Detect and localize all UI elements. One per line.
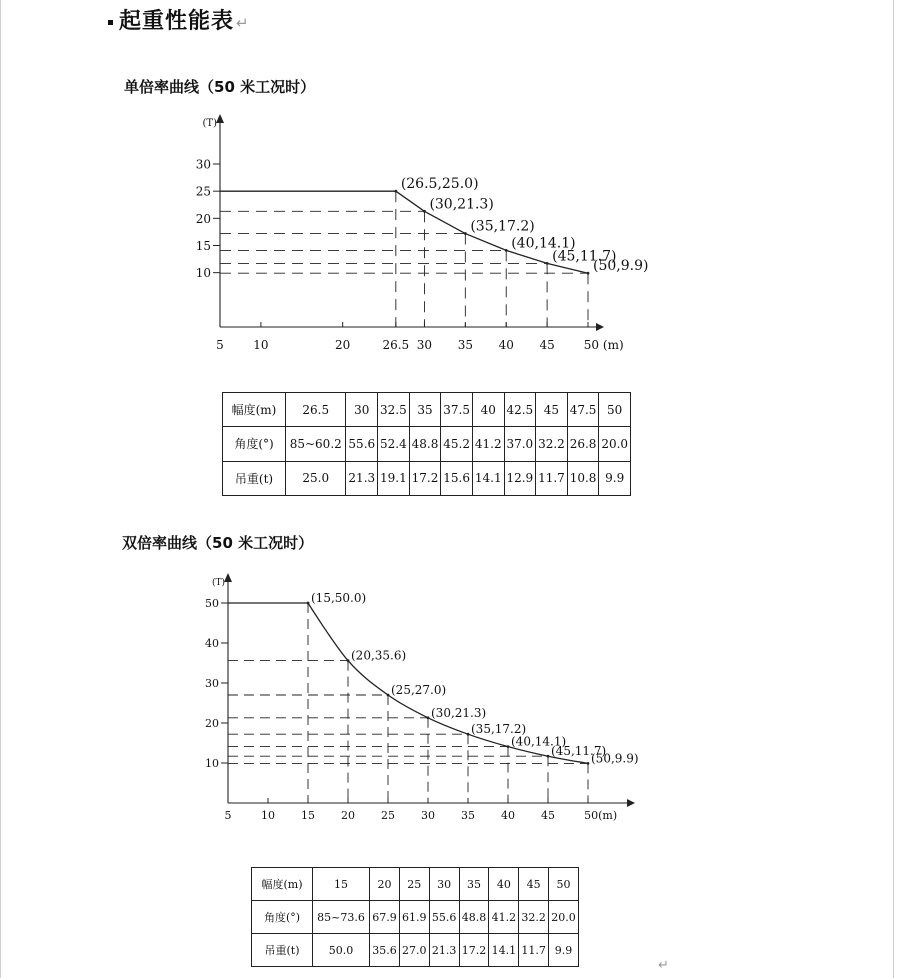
table-cell: 50	[549, 868, 579, 901]
single-rate-table	[222, 392, 631, 496]
y-tick-label: 20	[205, 717, 219, 731]
table-cell: 11.7	[519, 934, 549, 967]
y-axis-label: (T)	[211, 578, 225, 588]
table-cell: 17.2	[409, 461, 441, 495]
table-cell: 32.2	[536, 427, 568, 461]
x-tick-label: 50(m)	[584, 809, 618, 822]
data-point	[307, 602, 310, 605]
table-cell: 41.2	[472, 427, 504, 461]
table-cell: 35.6	[370, 934, 400, 967]
x-tick-label: 45	[539, 338, 555, 352]
table-cell: 40	[489, 868, 519, 901]
data-point-label: (50,9.9)	[593, 258, 649, 275]
data-point-label: (30,21.3)	[431, 705, 487, 720]
x-tick-label: 5	[224, 809, 232, 822]
y-tick-label: 30	[205, 677, 219, 691]
table-cell: 50.0	[313, 934, 370, 967]
table-cell: 52.4	[378, 427, 410, 461]
y-axis-label: (T)	[202, 118, 217, 129]
y-tick-label: 25	[195, 184, 211, 199]
y-tick-label: 15	[195, 239, 211, 254]
table-cell: 10.8	[567, 461, 599, 495]
page-title-text: 起重性能表	[119, 9, 235, 34]
table-cell: 20.0	[549, 901, 579, 934]
x-axis-arrow	[627, 799, 635, 807]
table-row	[252, 868, 579, 901]
paragraph-mark-icon: ↵	[236, 14, 250, 32]
table-cell: 85~60.2	[286, 427, 346, 461]
y-tick-label: 30	[195, 157, 211, 172]
table-cell: 30	[346, 393, 378, 427]
data-point-label: (26.5,25.0)	[400, 176, 479, 193]
table-cell: 20	[370, 868, 400, 901]
table-cell: 17.2	[459, 934, 489, 967]
table-row	[223, 427, 631, 461]
y-axis-arrow	[224, 573, 232, 582]
x-tick-label: 35	[457, 338, 473, 352]
table-cell: 25.0	[286, 461, 346, 495]
x-tick-label: 30	[416, 338, 433, 352]
section-subtitle-single: 单倍率曲线（50 米工况时）	[124, 78, 316, 96]
table-cell: 85~73.6	[313, 901, 370, 934]
table-cell: 48.8	[459, 901, 489, 934]
table-cell: 47.5	[567, 393, 599, 427]
table-cell: 55.6	[346, 427, 378, 461]
page-title	[108, 4, 250, 35]
x-tick-label: 30	[421, 809, 435, 822]
data-point	[347, 659, 350, 662]
row-header-cell: 角度(°)	[252, 901, 313, 934]
table-cell: 14.1	[472, 461, 504, 495]
table-cell: 37.5	[441, 393, 473, 427]
y-tick-label: 40	[205, 637, 219, 651]
table-cell: 20.0	[599, 427, 631, 461]
table-cell: 61.9	[399, 901, 429, 934]
data-point	[507, 745, 510, 748]
x-tick-label: 20	[341, 809, 355, 822]
x-tick-label: 10	[253, 338, 269, 352]
x-tick-label: 5	[216, 338, 224, 352]
table-cell: 55.6	[429, 901, 459, 934]
data-point-label: (45,11.7)	[552, 248, 617, 265]
table-cell: 19.1	[378, 461, 410, 495]
table-cell: 14.1	[489, 934, 519, 967]
table-cell: 41.2	[489, 901, 519, 934]
table-cell: 32.5	[378, 393, 410, 427]
data-point	[587, 762, 590, 765]
bullet-icon	[108, 20, 113, 25]
data-point	[464, 232, 467, 235]
data-point-label: (25,27.0)	[391, 683, 447, 697]
data-point-label: (35,17.2)	[470, 218, 535, 235]
table-cell: 67.9	[370, 901, 400, 934]
data-point	[587, 272, 590, 275]
table-cell: 12.9	[504, 461, 536, 495]
y-tick-label: 20	[195, 211, 211, 226]
data-point	[387, 694, 390, 697]
table-cell: 26.5	[286, 393, 346, 427]
y-tick-label: 10	[205, 757, 219, 771]
table-cell: 21.3	[346, 461, 378, 495]
y-tick-label: 50	[205, 597, 219, 611]
single-rate-curve-chart	[0, 100, 700, 360]
table-cell: 37.0	[504, 427, 536, 461]
table-cell: 21.3	[429, 934, 459, 967]
table-cell: 35	[409, 393, 441, 427]
x-axis-arrow	[596, 323, 604, 331]
x-tick-label: 50 (m)	[583, 338, 624, 352]
table-row	[252, 934, 579, 967]
table-cell: 48.8	[409, 427, 441, 461]
data-point-label: (30,21.3)	[429, 196, 494, 213]
page-edge-right	[893, 0, 894, 978]
data-point-label: (50,9.9)	[591, 751, 639, 766]
table-cell: 9.9	[599, 461, 631, 495]
data-point-label: (20,35.6)	[351, 648, 407, 663]
table-cell: 11.7	[536, 461, 568, 495]
row-header-cell: 吊重(t)	[223, 461, 286, 495]
data-point-label: (40,14.1)	[511, 734, 567, 749]
data-point-label: (45,11.7)	[551, 744, 607, 759]
data-point	[547, 755, 550, 758]
table-cell: 15	[313, 868, 370, 901]
data-point	[394, 190, 397, 193]
y-axis-arrow	[216, 114, 224, 123]
table-cell: 35	[459, 868, 489, 901]
row-header-cell: 角度(°)	[223, 427, 286, 461]
table-cell: 32.2	[519, 901, 549, 934]
row-header-cell: 幅度(m)	[252, 868, 313, 901]
table-cell: 26.8	[567, 427, 599, 461]
x-tick-label: 15	[301, 809, 315, 822]
table-cell: 50	[599, 393, 631, 427]
table-cell: 45	[536, 393, 568, 427]
data-point	[505, 249, 508, 252]
table-cell: 25	[399, 868, 429, 901]
y-tick-label: 10	[195, 266, 211, 281]
x-tick-label: 35	[461, 809, 475, 822]
table-cell: 42.5	[504, 393, 536, 427]
data-point-label: (40,14.1)	[511, 235, 576, 252]
end-paragraph-mark-icon: ↵	[658, 958, 669, 973]
data-point	[546, 262, 549, 265]
table-cell: 45.2	[441, 427, 473, 461]
table-cell: 40	[472, 393, 504, 427]
table-cell: 30	[429, 868, 459, 901]
double-rate-curve-chart	[0, 565, 700, 830]
data-point	[467, 733, 470, 736]
table-row	[223, 461, 631, 495]
x-tick-label: 26.5	[382, 338, 410, 352]
table-cell: 9.9	[549, 934, 579, 967]
table-cell: 45	[519, 868, 549, 901]
data-point	[423, 210, 426, 213]
table-cell: 27.0	[399, 934, 429, 967]
section-subtitle-double: 双倍率曲线（50 米工况时）	[122, 534, 314, 552]
row-header-cell: 幅度(m)	[223, 393, 286, 427]
data-point-label: (35,17.2)	[471, 722, 527, 737]
x-tick-label: 40	[498, 338, 514, 352]
data-point-label: (15,50.0)	[311, 591, 367, 605]
double-rate-table	[251, 867, 579, 967]
table-row	[252, 901, 579, 934]
x-tick-label: 20	[335, 338, 351, 352]
table-cell: 15.6	[441, 461, 473, 495]
row-header-cell: 吊重(t)	[252, 934, 313, 967]
x-tick-label: 40	[501, 809, 515, 822]
table-row	[223, 393, 631, 427]
x-tick-label: 45	[541, 809, 555, 822]
x-tick-label: 10	[261, 809, 275, 822]
data-point	[427, 716, 430, 719]
x-tick-label: 25	[381, 809, 395, 822]
